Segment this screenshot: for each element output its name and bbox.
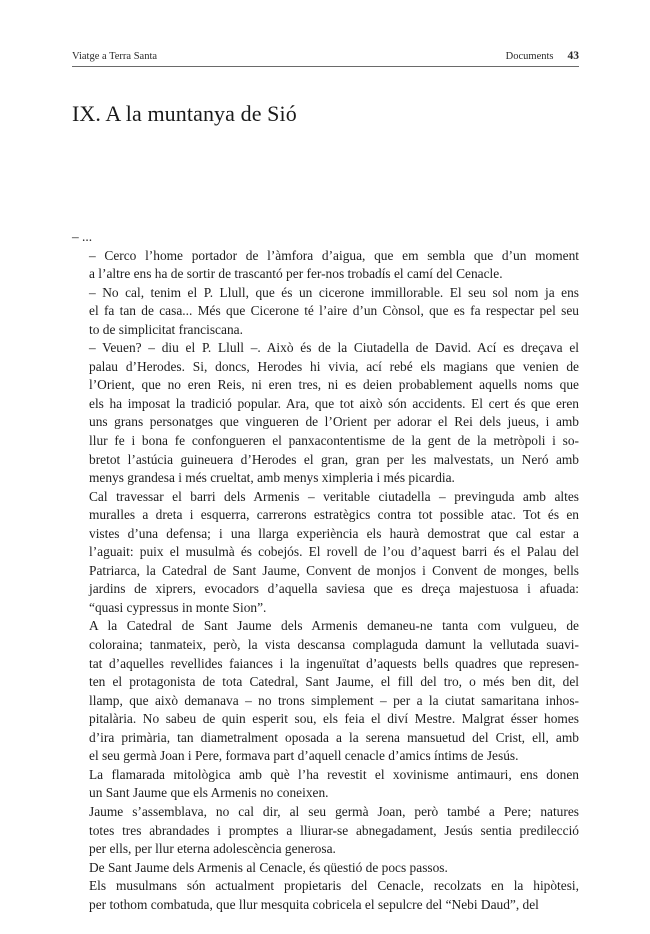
paragraph	[72, 247, 579, 284]
paragraph	[72, 228, 579, 247]
text-line: De Sant Jaume dels Armenis al Cenacle, és qüestió de pocs passos.	[89, 859, 448, 875]
text-line: d’ira primària, tan diametralment oposada a la serena mansuetud del Crist, ell, amb	[89, 729, 579, 745]
text-line: – ...	[72, 229, 93, 244]
text-line: l’Orient, que no eren Reis, ni eren tres, ni es deien probablement aquells noms que	[89, 377, 579, 393]
text-line: muralles a dreta i esquerra, carrerons estratègics contra tot possible atac. Tot és en	[89, 507, 579, 523]
body-text	[72, 228, 579, 914]
text-line: to de simplicitat franciscana.	[89, 321, 243, 337]
paragraph	[72, 284, 579, 340]
running-header	[72, 50, 579, 67]
text-line: bretot l’astúcia guineuera d’Herodes el gran, gran per les malvestats, un Neró amb	[89, 451, 579, 467]
text-line: Cal travessar el barri dels Armenis – veritable ciutadella – previnguda amb altes	[89, 488, 579, 504]
text-line: un Sant Jaume que els Armenis no coneixen.	[89, 785, 329, 801]
text-line: a l’altre ens ha de sortir de trascantó per fer-nos trobadís el camí del Cenacle.	[89, 266, 503, 282]
paragraph	[72, 339, 579, 487]
text-line: Jaume s’assemblava, no cal dir, al seu germà Joan, però també a Pere; natures	[89, 803, 579, 819]
section-name: Documents	[505, 51, 554, 62]
text-line: jardins de xiprers, evocadors d’aquella saviesa que es dreça majestuosa i afuada:	[89, 581, 579, 597]
chapter-title	[72, 101, 297, 127]
chapter-number: IX.	[72, 101, 102, 126]
text-line: – Veuen? – diu el P. Llull –. Això és de la Ciutadella de David. Ací es dreçava el	[89, 340, 579, 356]
chapter-title-text: A la muntanya de Sió	[105, 101, 297, 126]
text-line: vistes d’una defensa; i una llarga experiència els haurà demostrat que cal estar a	[89, 525, 579, 541]
book-title: Viatge a Terra Santa	[72, 51, 158, 62]
paragraph	[72, 859, 579, 878]
text-line: l’aguait: puix el musulmà és cobejós. El rovell de l’ou d’aquest barri és el Palau del	[89, 544, 579, 560]
paragraph	[72, 877, 579, 914]
text-line: – No cal, tenim el P. Llull, que és un cicerone immillorable. El seu sol nom ja ens	[89, 284, 579, 300]
text-line: el seu germà Joan i Pere, formava part d’aquell cenacle d’amics íntims de Jesús.	[89, 748, 519, 764]
text-line: Patriarca, la Catedral de Sant Jaume, Convent de monjos i Convent de monges, bells	[89, 562, 579, 578]
text-line: – Cerco l’home portador de l’àmfora d’aigua, que em sembla que d’un moment	[89, 247, 579, 263]
text-line: A la Catedral de Sant Jaume dels Armenis demaneu-ne tanta com vulgueu, de	[89, 618, 579, 634]
header-right	[506, 50, 579, 62]
paragraph	[72, 803, 579, 859]
text-line: uns grans personatges que vingueren de l’Orient per adorar el Rei dels jueus, i amb	[89, 414, 579, 430]
text-line: llamp, que això demanava – no trons simplement – per a la ciutat samaritana inhos-	[89, 692, 579, 708]
text-line: palau d’Herodes. Si, doncs, Herodes hi vivia, ací rebé els magians que venien de	[89, 358, 579, 374]
text-line: tat d’aquelles revellides faiances i la ingenuïtat d’aquests bells quadres que represen-	[89, 655, 579, 671]
text-line: ten el protagonista de tota Catedral, Sant Jaume, el fill del tro, o més ben dit, del	[89, 674, 579, 690]
text-line: Els musulmans són actualment propietaris del Cenacle, recolzats en la hipòtesi,	[89, 878, 579, 894]
text-line: pitalària. No sabeu de quin esperit sou, els feia el diví Mestre. Malgrat ésser homes	[89, 711, 579, 727]
text-line: totes tres abrandades i promptes a lliurar-se abnegadament, Jesús sentia predilecció	[89, 822, 579, 838]
text-line: menys grandesa i més crueltat, amb menys ximpleria i més picardia.	[89, 470, 455, 486]
paragraph	[72, 766, 579, 803]
text-line: llur fe i bona fe confongueren el panxacontentisme de la gent de la metròpoli i so-	[89, 433, 579, 449]
text-line: La flamarada mitològica amb què l’ha revestit el xovinisme antimauri, ens donen	[89, 766, 579, 782]
text-line: per tothom combatuda, que llur mesquita cobricela el sepulcre del “Nebi Daud”, del	[89, 896, 539, 912]
text-line: per ells, per llur eterna adolescència generosa.	[89, 841, 336, 857]
paragraph	[72, 488, 579, 618]
text-line: el fa tan de casa... Més que Cicerone té l’aire d’un Cònsol, que es fa respectar pel seu	[89, 303, 579, 319]
text-line: coloraina; tanmateix, però, la vista descansa complaguda damunt la vellutada suavi-	[89, 637, 579, 653]
text-line: “quasi cypressus in monte Sion”.	[89, 599, 267, 615]
page-number: 43	[567, 50, 579, 62]
paragraph	[72, 617, 579, 765]
text-line: els ha imposat la tradició popular. Ara, que tot això són accidents. El cert és que eren	[89, 395, 579, 411]
